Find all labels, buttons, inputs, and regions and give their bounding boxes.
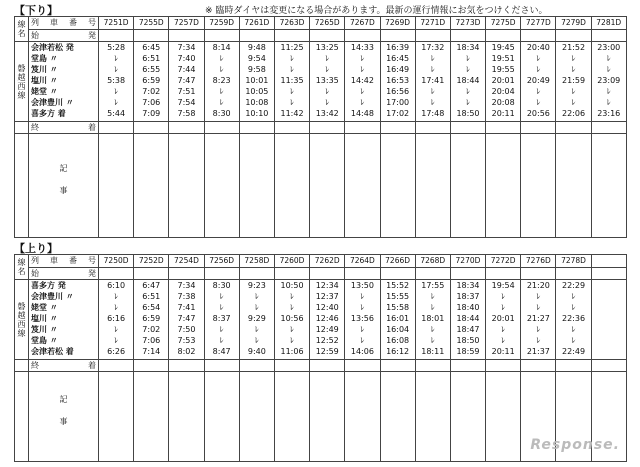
up-train-times: 7:34 7:38 7:41 7:47 7:50 7:53 8:02 (169, 280, 204, 360)
up-notes-cell (380, 372, 415, 462)
up-end-spacer (15, 360, 29, 372)
up-start-cell (239, 267, 274, 280)
down-train-number: 7273D (450, 17, 485, 30)
up-train-number: 7266D (380, 255, 415, 268)
up-end-cell (310, 360, 345, 372)
down-start-row (15, 29, 627, 42)
up-train-times: 6:10 ﾚ ﾚ 6:16 ﾚ ﾚ 6:26 (99, 280, 134, 360)
down-end-cell (450, 122, 485, 134)
down-notes-cell (310, 134, 345, 238)
up-train-times: 21:20 ﾚ ﾚ 21:27 ﾚ ﾚ 21:37 (521, 280, 556, 360)
down-train-times: 21:52 ﾚ ﾚ 21:59 ﾚ ﾚ 22:06 (556, 42, 591, 122)
up-train-number: 7268D (415, 255, 450, 268)
up-start-cell (310, 267, 345, 280)
up-train-number-row (15, 255, 627, 268)
up-end-cell (169, 360, 204, 372)
down-notes-cell (204, 134, 239, 238)
up-end-cell (415, 360, 450, 372)
down-end-cell (169, 122, 204, 134)
up-start-cell (415, 267, 450, 280)
down-notes-cell (345, 134, 380, 238)
up-train-times: 17:55 ﾚ ﾚ 18:01 ﾚ ﾚ 18:11 (415, 280, 450, 360)
down-end-cell (99, 122, 134, 134)
up-train-number: 7254D (169, 255, 204, 268)
up-end-cell (486, 360, 521, 372)
up-end-cell (134, 360, 169, 372)
down-train-number: 7261D (239, 17, 274, 30)
up-notes-label: 記事 (29, 372, 99, 462)
up-line-label: 磐越西線 (15, 280, 29, 360)
down-start-cell (556, 29, 591, 42)
down-start-cell (380, 29, 415, 42)
up-end-cell (450, 360, 485, 372)
down-line-label: 磐越西線 (15, 42, 29, 122)
down-train-number: 7259D (204, 17, 239, 30)
down-start-cell (99, 29, 134, 42)
up-train-times: 8:30 ﾚ ﾚ 8:37 ﾚ ﾚ 8:47 (204, 280, 239, 360)
up-train-number: 7256D (204, 255, 239, 268)
up-notes-cell (274, 372, 309, 462)
up-notes-cell (415, 372, 450, 462)
up-train-times: 13:50 ﾚ ﾚ 13:56 ﾚ ﾚ 14:06 (345, 280, 380, 360)
down-notes-label: 記事 (29, 134, 99, 238)
down-end-cell (204, 122, 239, 134)
down-end-cell (380, 122, 415, 134)
down-end-cell (310, 122, 345, 134)
down-start-cell (450, 29, 485, 42)
down-start-label: 始発 (29, 29, 99, 42)
down-train-times: 14:33 ﾚ ﾚ 14:42 ﾚ ﾚ 14:48 (345, 42, 380, 122)
down-train-times: 13:25 ﾚ ﾚ 13:35 ﾚ ﾚ 13:42 (310, 42, 345, 122)
up-notes-cell (450, 372, 485, 462)
down-start-cell (169, 29, 204, 42)
down-train-times: 16:39 16:45 16:49 16:53 16:56 17:00 17:02 (380, 42, 415, 122)
down-train-number: 7277D (521, 17, 556, 30)
down-train-number: 7281D (591, 17, 626, 30)
up-start-cell (486, 267, 521, 280)
up-start-cell (591, 267, 626, 280)
up-start-cell (99, 267, 134, 280)
response-logo (530, 437, 620, 453)
up-start-cell (134, 267, 169, 280)
up-start-cell (556, 267, 591, 280)
up-end-cell (239, 360, 274, 372)
down-train-times: 20:40 ﾚ ﾚ 20:49 ﾚ ﾚ 20:56 (521, 42, 556, 122)
up-notes-cell (239, 372, 274, 462)
up-end-cell (99, 360, 134, 372)
down-train-times: 11:25 ﾚ ﾚ 11:35 ﾚ ﾚ 11:42 (274, 42, 309, 122)
down-end-row (15, 122, 627, 134)
up-train-number-label: 列車番号 (29, 255, 99, 268)
down-notes-cell (380, 134, 415, 238)
down-start-cell (521, 29, 556, 42)
up-start-cell (169, 267, 204, 280)
up-train-times: 22:29 ﾚ ﾚ 22:36 ﾚ ﾚ 22:49 (556, 280, 591, 360)
up-start-cell (450, 267, 485, 280)
down-end-label: 終着 (29, 122, 99, 134)
up-train-number: 7276D (521, 255, 556, 268)
up-train-number (591, 255, 626, 268)
up-train-times: 18:34 18:37 18:40 18:44 18:47 18:50 18:59 (450, 280, 485, 360)
down-notes-cell (486, 134, 521, 238)
down-start-cell (204, 29, 239, 42)
up-train-times: 19:54 ﾚ ﾚ 20:01 ﾚ ﾚ 20:11 (486, 280, 521, 360)
up-notes-cell (169, 372, 204, 462)
up-train-times: 10:50 ﾚ ﾚ 10:56 ﾚ ﾚ 11:06 (274, 280, 309, 360)
down-train-times: 7:34 7:40 7:44 7:47 7:51 7:54 7:58 (169, 42, 204, 122)
down-notes-row (15, 134, 627, 238)
down-end-cell (556, 122, 591, 134)
up-notes-cell (486, 372, 521, 462)
down-train-number-label: 列車番号 (29, 17, 99, 30)
up-line-name-cell: 線名 (15, 255, 29, 280)
up-timetable (14, 254, 627, 462)
up-train-times: 15:52 15:55 15:58 16:01 16:04 16:08 16:12 (380, 280, 415, 360)
up-end-cell (521, 360, 556, 372)
down-train-number: 7279D (556, 17, 591, 30)
down-start-cell (591, 29, 626, 42)
up-start-cell (345, 267, 380, 280)
down-notes-cell (591, 134, 626, 238)
down-timetable (14, 16, 627, 238)
down-notes-cell (169, 134, 204, 238)
down-train-times: 8:14 ﾚ ﾚ 8:23 ﾚ ﾚ 8:30 (204, 42, 239, 122)
up-notes-cell (134, 372, 169, 462)
down-notes-cell (415, 134, 450, 238)
up-train-times (591, 280, 626, 360)
down-notes-cell (274, 134, 309, 238)
up-times-row (15, 280, 627, 360)
up-notes-cell (99, 372, 134, 462)
down-line-name-cell: 線名 (15, 17, 29, 42)
up-train-times: 6:47 6:51 6:54 6:59 7:02 7:06 7:14 (134, 280, 169, 360)
down-notes-cell (556, 134, 591, 238)
down-notes-cell (239, 134, 274, 238)
up-end-row (15, 360, 627, 372)
down-train-times: 6:45 6:51 6:55 6:59 7:02 7:06 7:09 (134, 42, 169, 122)
up-end-cell (274, 360, 309, 372)
up-end-cell (380, 360, 415, 372)
up-start-cell (521, 267, 556, 280)
up-notes-cell (310, 372, 345, 462)
down-times-row (15, 42, 627, 122)
down-train-times: 17:32 ﾚ ﾚ 17:41 ﾚ ﾚ 17:48 (415, 42, 450, 122)
up-end-cell (591, 360, 626, 372)
up-notes-cell (204, 372, 239, 462)
up-train-number: 7278D (556, 255, 591, 268)
up-train-number: 7270D (450, 255, 485, 268)
down-end-cell (415, 122, 450, 134)
down-station-names: 会津若松 発 堂島 〃 笈川 〃 塩川 〃 姥堂 〃 会津豊川 〃 喜多方 着 (29, 42, 99, 122)
down-train-number: 7265D (310, 17, 345, 30)
up-start-cell (204, 267, 239, 280)
down-end-cell (274, 122, 309, 134)
down-train-number: 7269D (380, 17, 415, 30)
up-train-times: 12:34 12:37 12:40 12:46 12:49 12:52 12:59 (310, 280, 345, 360)
down-train-number: 7255D (134, 17, 169, 30)
down-notes-cell (99, 134, 134, 238)
up-train-times: 9:23 ﾚ ﾚ 9:29 ﾚ ﾚ 9:40 (239, 280, 274, 360)
down-end-cell (591, 122, 626, 134)
up-train-number: 7262D (310, 255, 345, 268)
up-notes-cell (345, 372, 380, 462)
up-train-number: 7260D (274, 255, 309, 268)
up-train-number: 7272D (486, 255, 521, 268)
down-train-number: 7251D (99, 17, 134, 30)
down-end-cell (134, 122, 169, 134)
down-train-number: 7271D (415, 17, 450, 30)
down-start-cell (345, 29, 380, 42)
up-train-number: 7258D (239, 255, 274, 268)
timetable-notice: ※ 臨時ダイヤは変更になる場合があります。最新の運行情報にお気をつけください。 (205, 6, 548, 16)
down-train-number-row (15, 17, 627, 30)
down-train-number: 7267D (345, 17, 380, 30)
up-start-cell (380, 267, 415, 280)
down-end-cell (486, 122, 521, 134)
up-start-cell (274, 267, 309, 280)
up-start-label: 始発 (29, 267, 99, 280)
down-notes-cell (134, 134, 169, 238)
down-train-times: 9:48 9:54 9:58 10:01 10:05 10:08 10:10 (239, 42, 274, 122)
down-train-number: 7257D (169, 17, 204, 30)
down-train-number: 7263D (274, 17, 309, 30)
down-train-times: 19:45 19:51 19:55 20:01 20:04 20:08 20:11 (486, 42, 521, 122)
down-train-times: 23:00 ﾚ ﾚ 23:09 ﾚ ﾚ 23:16 (591, 42, 626, 122)
down-start-cell (310, 29, 345, 42)
up-end-cell (204, 360, 239, 372)
down-section-title: 【下り】 (14, 4, 58, 17)
down-notes-cell (521, 134, 556, 238)
down-start-cell (274, 29, 309, 42)
down-end-spacer (15, 122, 29, 134)
up-train-number: 7250D (99, 255, 134, 268)
up-end-label: 終着 (29, 360, 99, 372)
down-train-times: 18:34 ﾚ ﾚ 18:44 ﾚ ﾚ 18:50 (450, 42, 485, 122)
down-end-cell (345, 122, 380, 134)
down-notes-spacer (15, 134, 29, 238)
down-train-number: 7275D (486, 17, 521, 30)
down-end-cell (239, 122, 274, 134)
response-logo-text: Response. (530, 437, 620, 453)
down-train-times: 5:28 ﾚ ﾚ 5:38 ﾚ ﾚ 5:44 (99, 42, 134, 122)
up-notes-spacer (15, 372, 29, 462)
down-end-cell (521, 122, 556, 134)
up-end-cell (345, 360, 380, 372)
down-start-cell (134, 29, 169, 42)
up-section-title: 【上り】 (14, 242, 58, 255)
down-notes-cell (450, 134, 485, 238)
down-start-cell (239, 29, 274, 42)
up-train-number: 7252D (134, 255, 169, 268)
up-station-names: 喜多方 発 会津豊川 〃 姥堂 〃 塩川 〃 笈川 〃 堂島 〃 会津若松 着 (29, 280, 99, 360)
up-end-cell (556, 360, 591, 372)
down-start-cell (486, 29, 521, 42)
up-train-number: 7264D (345, 255, 380, 268)
down-start-cell (415, 29, 450, 42)
up-start-row (15, 267, 627, 280)
